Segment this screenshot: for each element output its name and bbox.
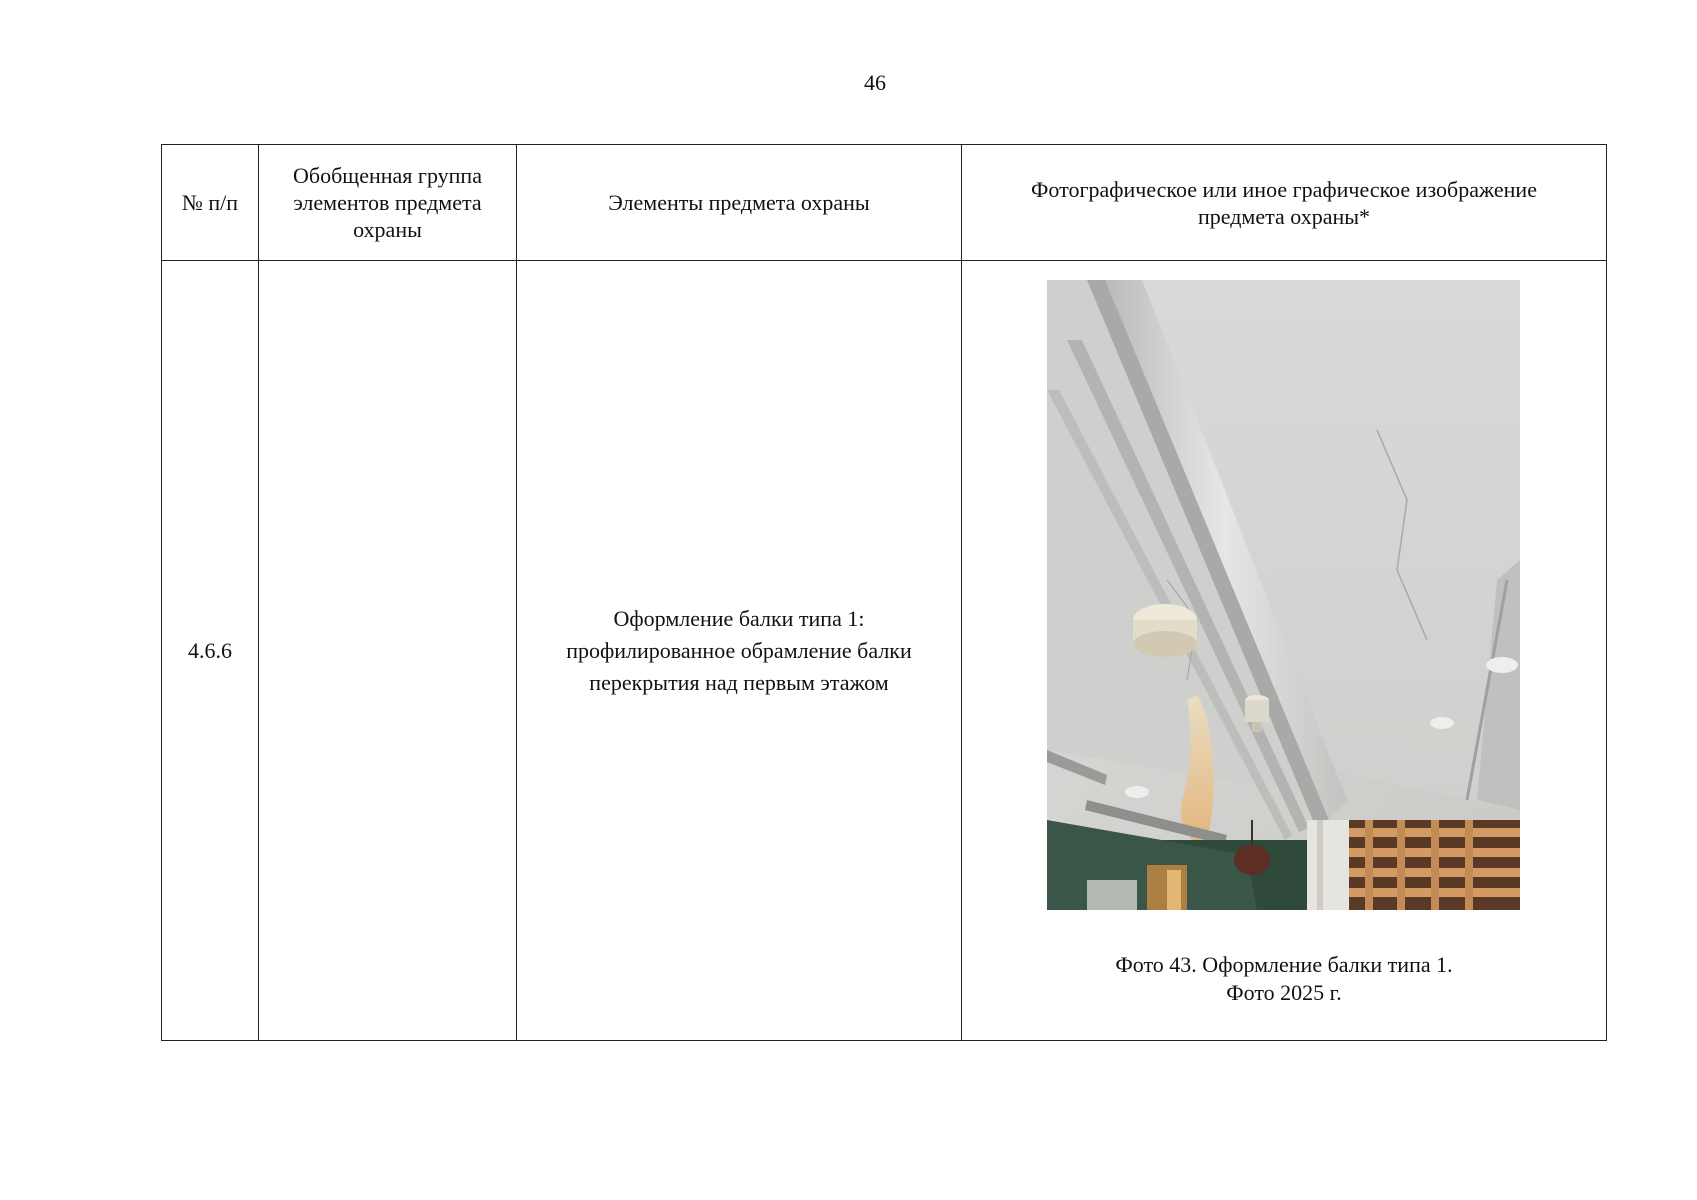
header-group: [259, 145, 517, 261]
ceiling-beam-photo: [1047, 280, 1520, 910]
header-number: № п/п: [162, 145, 259, 261]
header-image-line: Фотографическое или иное графическое изображение: [1031, 176, 1537, 202]
header-group-line: охраны: [353, 217, 422, 242]
element-line: перекрытия над первым этажом: [589, 669, 889, 695]
element-line: профилированное обрамление балки: [566, 637, 912, 663]
photo-caption: [962, 951, 1606, 1007]
caption-line: Фото 2025 г.: [1226, 980, 1342, 1005]
protection-elements-table: [161, 144, 1607, 1041]
table-row: [162, 261, 1607, 1041]
row-number: 4.6.6: [162, 261, 259, 1041]
row-image-cell: [962, 261, 1607, 1041]
header-image: [962, 145, 1607, 261]
row-group: [259, 261, 517, 1041]
page-number: 46: [864, 70, 886, 95]
header-image-line: предмета охраны*: [1197, 203, 1371, 229]
header-elements: Элементы предмета охраны: [517, 145, 962, 261]
row-element-description: [517, 261, 962, 1041]
header-group-line: Обобщенная группа: [293, 163, 482, 188]
table-header-row: [162, 145, 1607, 261]
header-group-line: элементов предмета: [293, 190, 482, 215]
element-line: Оформление балки типа 1:: [613, 605, 865, 631]
caption-line: Фото 43. Оформление балки типа 1.: [1115, 952, 1453, 977]
